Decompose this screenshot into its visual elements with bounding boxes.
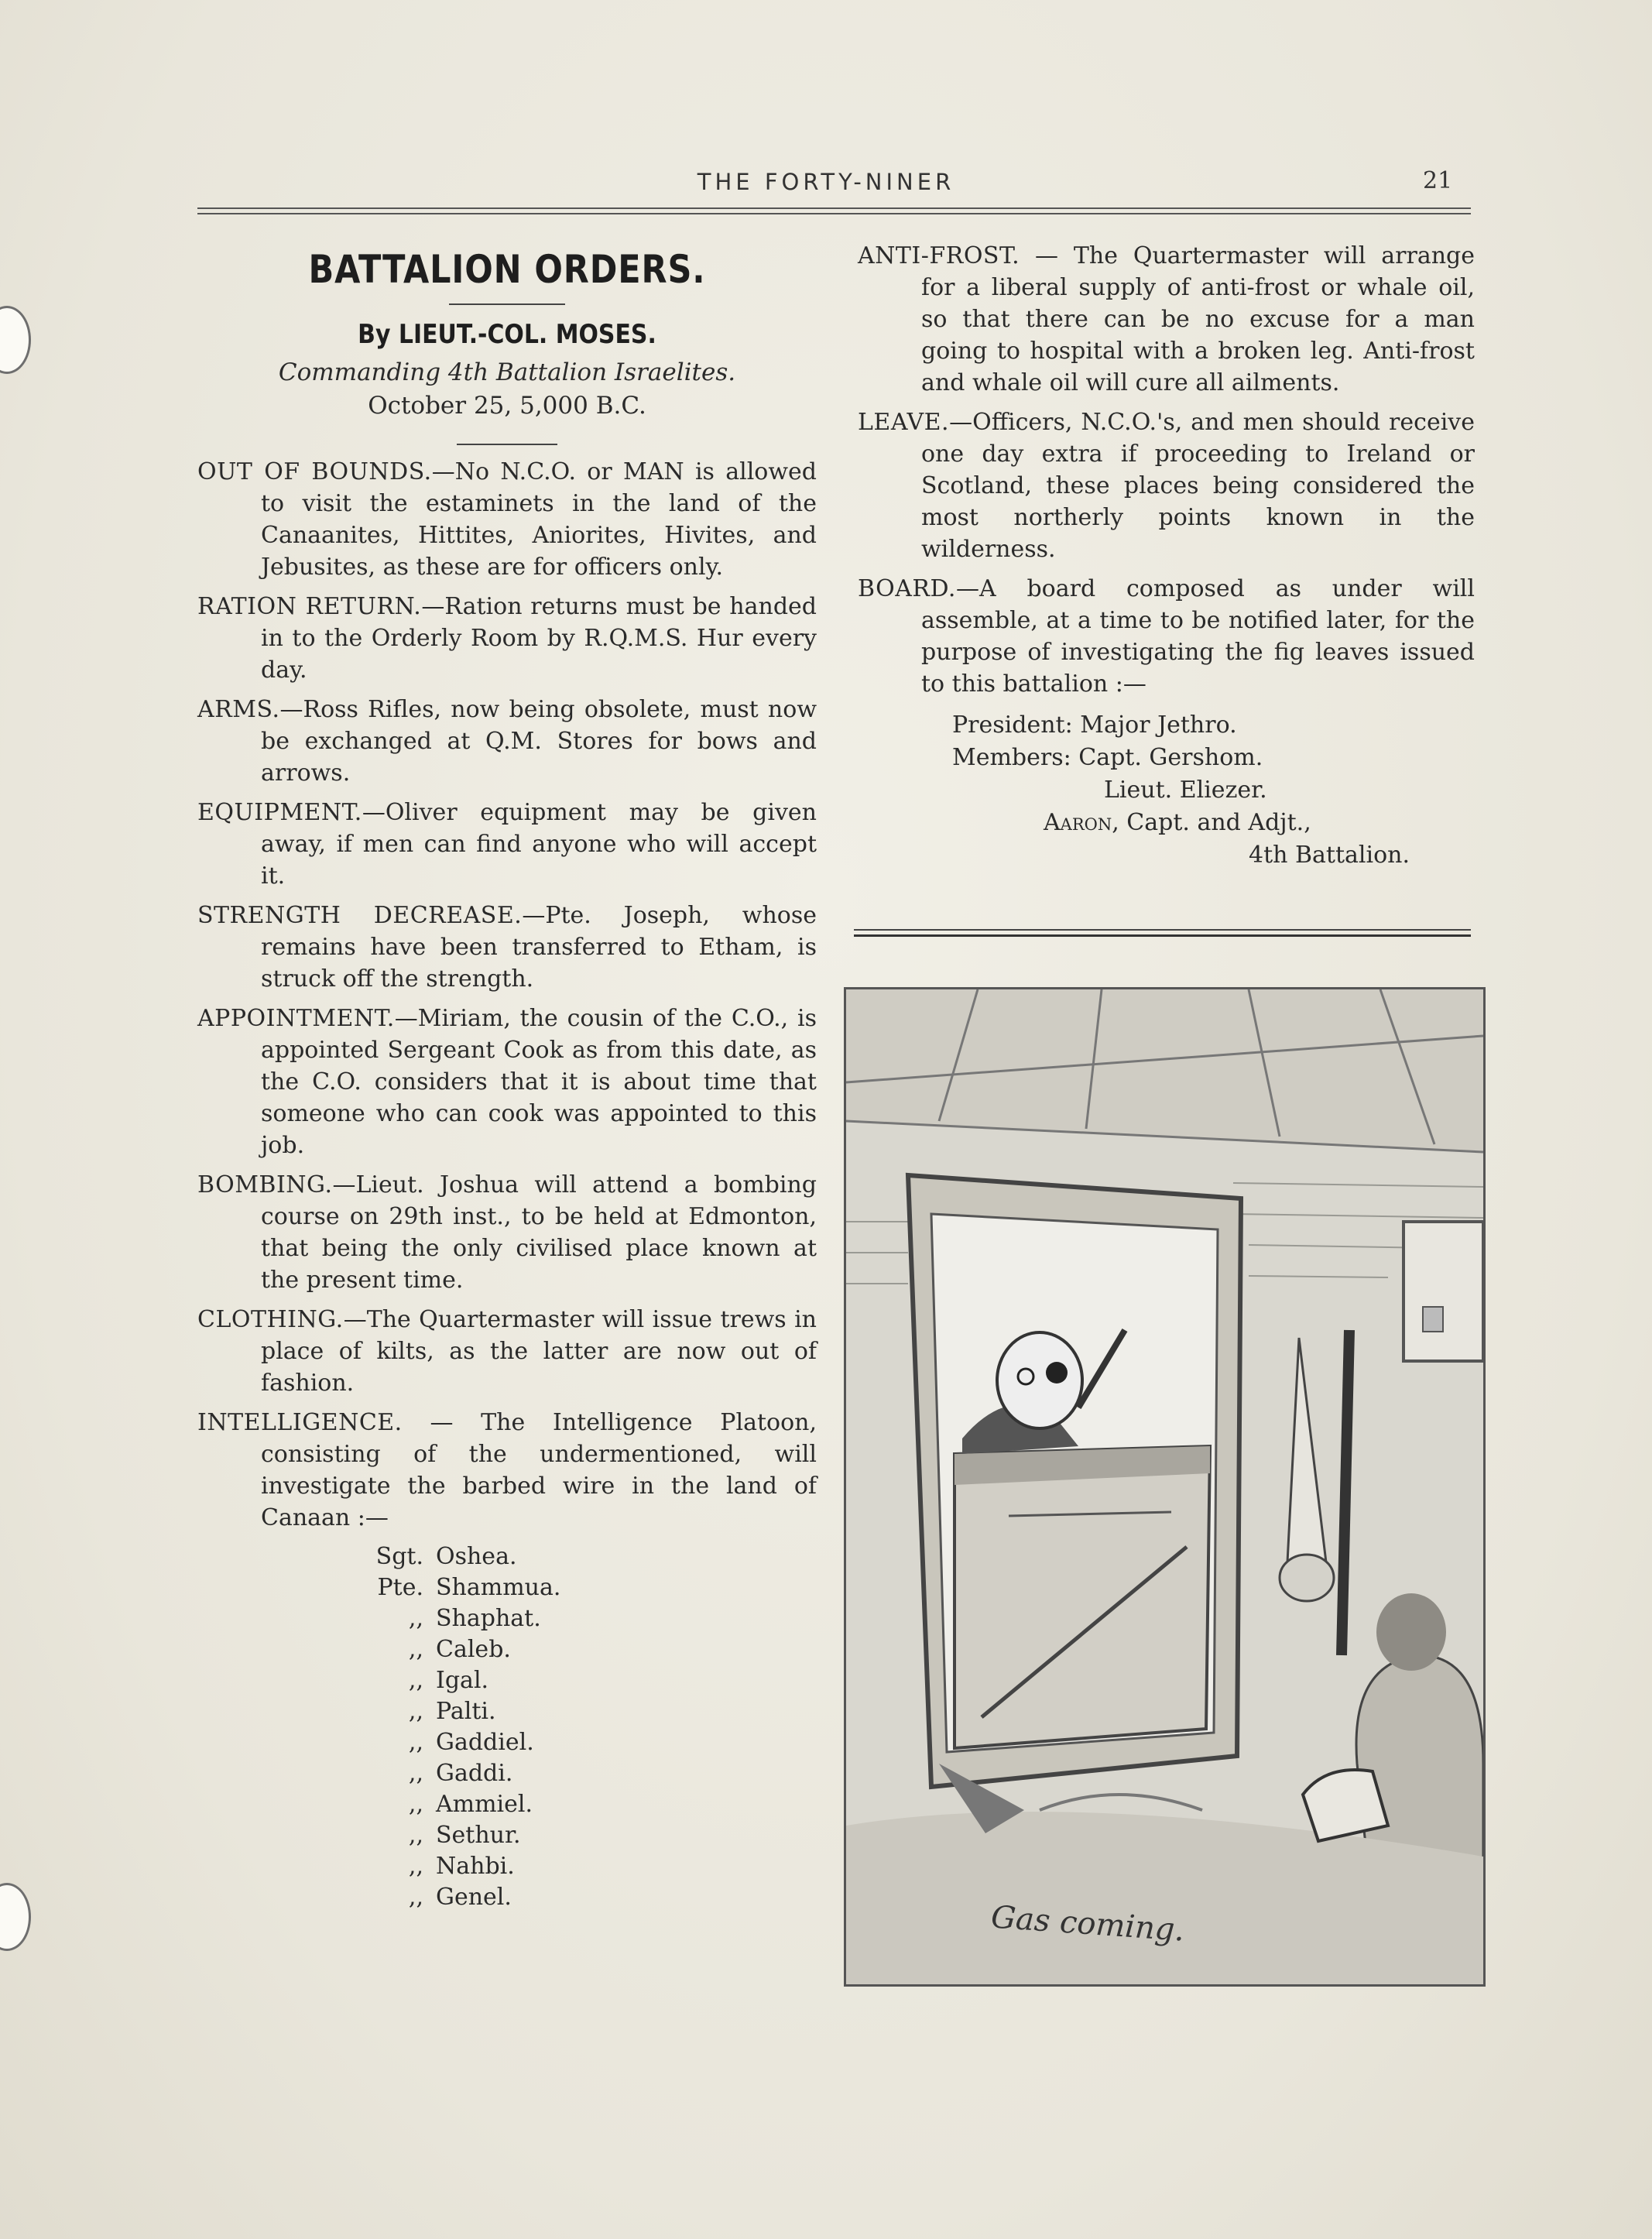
order-item <box>197 591 817 686</box>
order-item <box>197 900 817 995</box>
roster-row <box>352 1634 817 1665</box>
roster-row <box>352 1789 817 1820</box>
right-column <box>858 240 1475 872</box>
intelligence-roster <box>352 1541 817 1913</box>
roster-name: Genel. <box>436 1884 512 1911</box>
roster-rank: Sgt. <box>375 1543 423 1570</box>
order-heading: ARMS. <box>197 696 280 723</box>
roster-row <box>352 1696 817 1727</box>
order-text: —A board composed as under will assemble, at a time to be notified later, for the purpose of investigating the fig leaves issued to this battalion :— <box>921 575 1475 698</box>
signature-unit: 4th Battalion. <box>1249 842 1410 869</box>
board-president: President: Major Jethro. <box>952 711 1237 739</box>
date-line: October 25, 5,000 B.C. <box>368 392 646 420</box>
header-double-rule <box>197 207 1471 214</box>
cartoon-caption: Gas coming. <box>989 1899 1186 1949</box>
signature-rest: , Capt. and Adjt., <box>1112 809 1311 836</box>
roster-name: Ammiel. <box>436 1791 533 1818</box>
section-rule <box>457 444 557 445</box>
left-column <box>197 240 817 1913</box>
roster-name: Igal. <box>436 1667 489 1694</box>
title-rule <box>449 303 565 305</box>
commanding-line: Commanding 4th Battalion Israelites. <box>278 358 736 386</box>
roster-row <box>352 1603 817 1634</box>
roster-row <box>352 1851 817 1882</box>
order-heading: APPOINTMENT. <box>197 1005 395 1032</box>
roster-name: Nahbi. <box>436 1853 515 1880</box>
roster-row <box>352 1572 817 1603</box>
order-heading: INTELLIGENCE. <box>197 1409 403 1436</box>
roster-row <box>352 1758 817 1789</box>
roster-rank: ,, <box>408 1822 423 1849</box>
roster-rank: ,, <box>408 1605 423 1632</box>
roster-row <box>352 1541 817 1572</box>
board-member-2: Lieut. Eliezer. <box>1104 777 1267 804</box>
order-text: —Pte. Joseph, whose remains have been transferred to Etham, is struck off the strength. <box>261 902 817 993</box>
order-heading: BOARD. <box>858 575 956 602</box>
order-heading: STRENGTH DECREASE. <box>197 902 523 929</box>
order-heading: LEAVE. <box>858 409 950 436</box>
order-item <box>197 797 817 892</box>
order-item <box>197 456 817 583</box>
order-item <box>197 694 817 789</box>
order-text: —Officers, N.C.O.'s, and men should receive one day extra if proceeding to Ireland or Scotland, these places being considered the most northerly points known in the wilderness. <box>921 409 1475 563</box>
roster-name: Shammua. <box>436 1574 561 1601</box>
roster-rank: ,, <box>408 1791 423 1818</box>
signature <box>858 807 1475 839</box>
order-item <box>197 1407 817 1534</box>
orders-byline: By LIEUT.-COL. MOSES. <box>358 319 656 350</box>
roster-name: Shaphat. <box>436 1605 541 1632</box>
order-text: —Miriam, the cousin of the C.O., is appointed Sergeant Cook as from this date, as the C.O. considers that it is about time that someone who can cook was appointed to this job. <box>261 1005 817 1159</box>
order-item <box>858 240 1475 399</box>
roster-name: Caleb. <box>436 1636 511 1663</box>
order-text: —The Quartermaster will issue trews in place of kilts, as the latter are now out of fashion. <box>261 1306 817 1397</box>
roster-rank: ,, <box>408 1853 423 1880</box>
roster-rank: ,, <box>408 1636 423 1663</box>
order-item <box>858 573 1475 700</box>
roster-rank: ,, <box>408 1698 423 1725</box>
illustration-rule <box>854 929 1471 937</box>
order-text: —No N.C.O. or MAN is allowed to visit the estaminets in the land of the Canaanites, Hittites, Aniorites, Hivites, and Jebusites, as these are for officers only. <box>261 458 817 581</box>
left-order-list <box>197 456 817 1534</box>
roster-row <box>352 1820 817 1851</box>
roster-rank: ,, <box>408 1760 423 1787</box>
roster-row <box>352 1882 817 1913</box>
order-item <box>858 406 1475 565</box>
running-header: THE FORTY-NINER <box>697 169 955 195</box>
roster-name: Palti. <box>436 1698 496 1725</box>
roster-name: Gaddiel. <box>436 1729 534 1756</box>
cartoon-illustration <box>844 987 1486 1987</box>
order-item <box>197 1003 817 1161</box>
roster-name: Gaddi. <box>436 1760 513 1787</box>
order-item <box>197 1169 817 1296</box>
order-text: —Lieut. Joshua will attend a bombing course on 29th inst., to be held at Edmonton, that being the only civilised place known at the present time. <box>261 1171 817 1294</box>
roster-rank: ,, <box>408 1884 423 1911</box>
board-members: Members: Capt. Gershom. <box>952 744 1263 771</box>
signature-name: Aaron <box>1044 809 1112 836</box>
roster-name: Oshea. <box>436 1543 517 1570</box>
order-text: — The Quartermaster will arrange for a liberal supply of anti-frost or whale oil, so that there can be no excuse for a man going to hospital with a broken leg. Anti-frost and whale oil will cure all ailments. <box>921 242 1475 396</box>
order-heading: BOMBING. <box>197 1171 333 1198</box>
roster-rank: ,, <box>408 1667 423 1694</box>
order-text: —Ross Rifles, now being obsolete, must now be exchanged at Q.M. Stores for bows and arrows. <box>261 696 817 787</box>
order-text: —Ration returns must be handed in to the Orderly Room by R.Q.M.S. Hur every day. <box>261 593 817 684</box>
page-number: 21 <box>1423 167 1453 194</box>
roster-rank: ,, <box>408 1729 423 1756</box>
roster-row <box>352 1727 817 1758</box>
order-heading: RATION RETURN. <box>197 593 422 620</box>
order-heading: OUT OF BOUNDS. <box>197 458 432 485</box>
order-heading: EQUIPMENT. <box>197 799 362 826</box>
order-text: —Oliver equipment may be given away, if men can find anyone who will accept it. <box>261 799 817 890</box>
orders-title: BATTALION ORDERS. <box>308 247 706 292</box>
order-item <box>197 1304 817 1399</box>
roster-row <box>352 1665 817 1696</box>
order-text: — The Intelligence Platoon, consisting of the undermentioned, will investigate the barbed wire in the land of Canaan :— <box>261 1409 817 1531</box>
roster-rank: Pte. <box>377 1574 423 1601</box>
roster-name: Sethur. <box>436 1822 521 1849</box>
right-order-list <box>858 240 1475 700</box>
order-heading: CLOTHING. <box>197 1306 344 1333</box>
board-composition <box>858 709 1475 872</box>
order-heading: ANTI-FROST. <box>858 242 1020 269</box>
cartoon-drawing <box>846 989 1483 1984</box>
